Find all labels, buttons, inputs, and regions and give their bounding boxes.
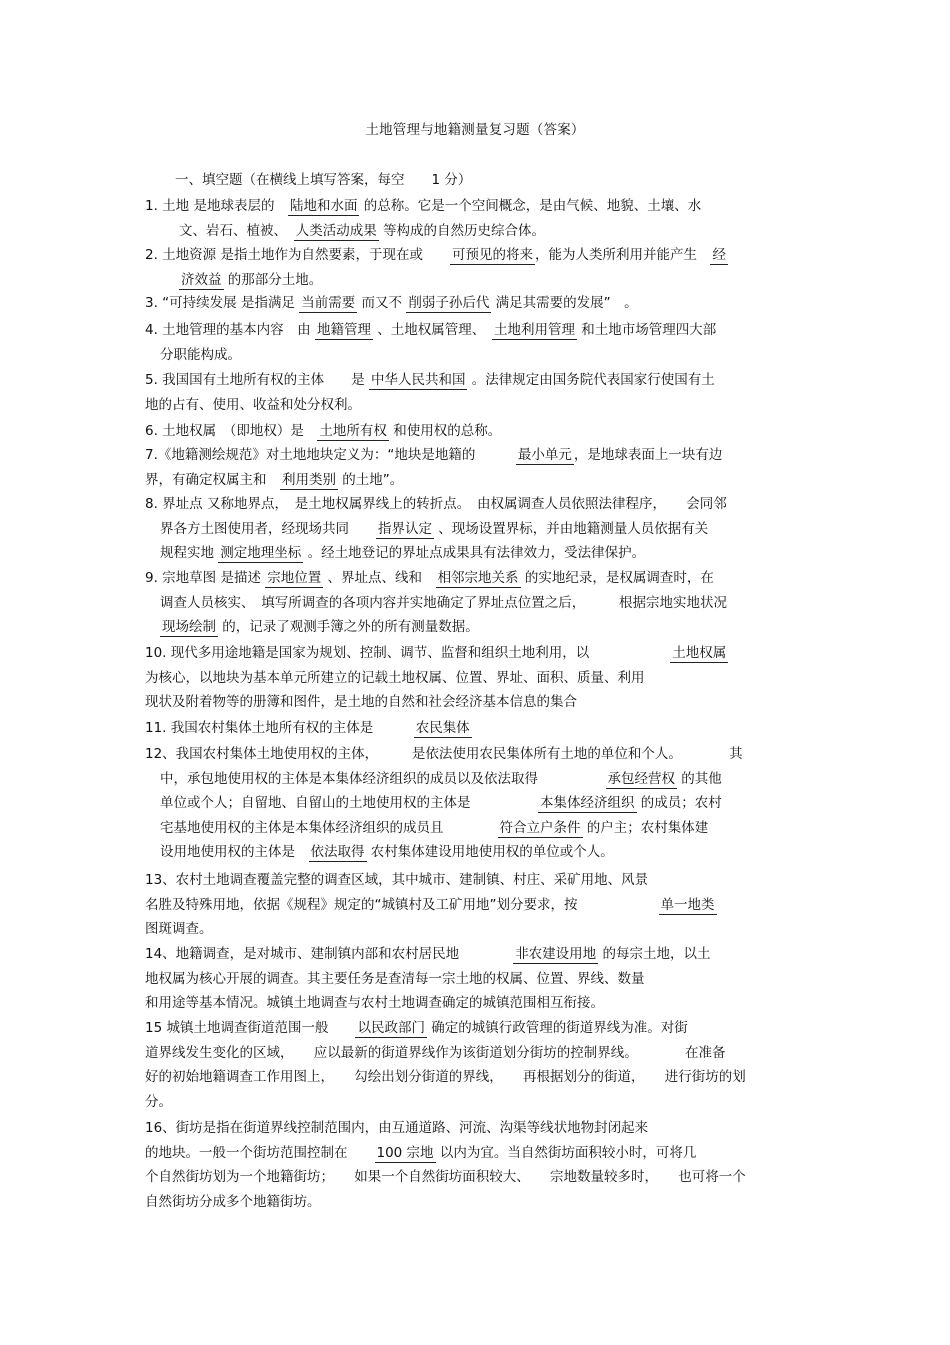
answer-blank: 人类活动成果 (295, 222, 377, 239)
question-line (145, 468, 810, 493)
question-text: 设用地使用权的主体是 (160, 844, 309, 861)
question-text: 的土地”。 (338, 471, 404, 488)
question-line (145, 666, 810, 691)
question-text: 的总称。它是一个空间概念，是由气候、地貌、土壤、水 (359, 198, 702, 214)
question-line (145, 1090, 810, 1115)
question-line (145, 566, 810, 591)
question-line (145, 791, 810, 816)
question-line (145, 194, 810, 219)
question-text: 4. 土地管理的基本内容 由 (145, 322, 315, 338)
question-text: 、界址点、线和 (323, 570, 436, 586)
answer-blank: 当前需要 (301, 295, 356, 311)
question-text: 宅基地使用权的主体是本集体经济组织的成员且 (160, 819, 498, 836)
answer-blank: 农民集体 (415, 720, 470, 736)
question-text: 分职能构成。 (160, 346, 241, 363)
question-text: 。法律规定由国务院代表国家行使国有土 (467, 372, 715, 388)
answer-blank: 济效益 (181, 271, 222, 288)
question-text: 满足其需要的发展” 。 (491, 295, 638, 311)
question-line (145, 1016, 810, 1041)
question-text: 现状及附着物等的册簿和图件，是土地的自然和社会经济基本信息的集合 (145, 694, 577, 711)
question-line (145, 716, 810, 741)
question-text: 2. 土地资源 是指土地作为自然要素，于现在或 (145, 247, 450, 263)
answer-blank: 土地利用管理 (494, 322, 576, 338)
question-line (145, 1116, 810, 1141)
answer-blank: 承包经营权 (607, 770, 675, 787)
question-item (145, 318, 810, 367)
question-text: 、现场设置界标，并由地籍测量人员依据有关 (434, 520, 709, 537)
question-text: 1. 土地 是地球表层的 (145, 198, 288, 214)
question-text: 16、街坊是指在街道界线控制范围内，由互通道路、河流、沟渠等线状地物封闭起来 (145, 1120, 649, 1136)
question-text: 界各方土图使用者，经现场共同 (160, 520, 376, 537)
question-line (145, 591, 810, 616)
answer-blank: 依法取得 (310, 844, 365, 861)
question-line (145, 1141, 810, 1166)
question-text: 自然街坊分成多个地籍街坊。 (145, 1193, 321, 1210)
question-text: ，能为人类所利用并能产生 (534, 247, 711, 263)
question-text: 的，记录了观测手簿之外的所有测量数据。 (218, 619, 479, 636)
question-text: 13、农村土地调查覆盖完整的调查区域，其中城市、建制镇、村庄、采矿用地、风景 (145, 872, 649, 888)
question-text: ，是地球表面上一块有边 (573, 447, 723, 463)
question-line (145, 991, 810, 1016)
question-line (145, 840, 810, 865)
question-item (145, 443, 810, 492)
question-text: 调查人员核实、 填写所调查的各项内容并实地确定了界址点位置之后， 根据宗地实地状况 (160, 594, 727, 611)
answer-blank: 宗地位置 (267, 570, 322, 586)
question-text: 好的初始地籍调查工作用图上， 勾绘出划分街道的界线， 再根据划分的街道， 进行街坊的划 (145, 1069, 746, 1086)
question-line (145, 1190, 810, 1215)
answer-blank: 指界认定 (378, 520, 432, 537)
question-item (145, 566, 810, 640)
question-line (145, 243, 810, 268)
question-line (145, 291, 810, 316)
question-line (145, 967, 810, 992)
answer-blank: 中华人民共和国 (370, 372, 466, 388)
question-line (145, 268, 810, 293)
question-item (145, 1116, 810, 1214)
answer-blank: 可预见的将来 (451, 247, 533, 263)
question-text: 而又不 (357, 295, 407, 311)
answer-blank: 地籍管理 (316, 322, 371, 338)
question-item (145, 243, 810, 292)
question-item (145, 868, 810, 942)
question-item (145, 1016, 810, 1114)
answer-blank: 现场绘制 (162, 619, 216, 636)
question-line (145, 742, 810, 767)
question-item (145, 942, 810, 1016)
answer-blank: 非农建设用地 (515, 946, 597, 962)
question-text: 的户主；农村集体建 (582, 819, 709, 836)
question-line (145, 893, 810, 918)
answer-blank: 以民政部门 (357, 1020, 425, 1036)
question-item (145, 641, 810, 715)
answer-blank: 符合立户条件 (499, 819, 581, 836)
question-text: 10. 现代多用途地籍是国家为规划、控制、调节、监督和组织土地利用，以 (145, 645, 671, 661)
question-text: 文、岩石、植被、 (179, 222, 294, 239)
question-line (145, 1165, 810, 1190)
question-text: 图斑调查。 (145, 921, 213, 938)
question-text: 地的占有、使用、收益和处分权利。 (145, 396, 361, 413)
answer-blank: 单一地类 (660, 896, 715, 913)
answer-blank: 最小单元 (517, 447, 572, 463)
question-text: 的其他 (677, 770, 722, 787)
answer-blank: 测定地理坐标 (220, 545, 302, 562)
answer-blank: 土地权属 (672, 645, 727, 661)
question-line (145, 816, 810, 841)
question-text: 和土地市场管理四大部 (577, 322, 717, 338)
question-line (145, 393, 810, 418)
question-line (145, 368, 810, 393)
answer-blank: 削弱子孙后代 (408, 295, 490, 311)
question-line (145, 443, 810, 468)
question-text: 7.《地籍测绘规范》对土地地块定义为：“地块是地籍的 (145, 447, 516, 463)
question-line (145, 767, 810, 792)
question-text: 分。 (145, 1093, 172, 1110)
question-line (145, 541, 810, 566)
question-line (145, 917, 810, 942)
question-text: 的实地纪录，是权属调查时，在 (520, 570, 714, 586)
question-text: 和用途等基本情况。城镇土地调查与农村土地调查确定的城镇范围相互衔接。 (145, 995, 604, 1012)
page-title: 土地管理与地籍测量复习题（答案） (365, 122, 585, 138)
question-text: 8. 界址点 又称地界点， 是土地权属界线上的转折点。 由权属调查人员依照法律程序， 会同邻 (145, 496, 727, 512)
question-text: 规程实地 (160, 545, 219, 562)
question-text: 6. 土地权属 （即地权）是 (145, 423, 318, 439)
answer-blank: 经 (712, 247, 726, 263)
answer-blank: 相邻宗地关系 (437, 570, 519, 586)
question-text: 农村集体建设用地使用权的单位或个人。 (366, 844, 614, 861)
question-text: 11. 我国农村集体土地所有权的主体是 (145, 720, 414, 736)
question-text: 的每宗土地，以土 (598, 946, 711, 962)
question-item (145, 716, 810, 741)
question-item (145, 742, 810, 865)
question-line (145, 690, 810, 715)
question-line (145, 318, 810, 343)
question-text: 等构成的自然历史综合体。 (378, 222, 546, 239)
question-text: 9. 宗地草图 是描述 (145, 570, 266, 586)
question-line (145, 219, 810, 244)
section-heading: 一、填空题（在横线上填写答案，每空 1 分） (175, 172, 472, 188)
question-text: 中，承包地使用权的主体是本集体经济组织的成员以及依法取得 (160, 770, 606, 787)
question-text: 道界线发生变化的区域， 应以最新的街道界线作为该街道划分街坊的控制界线。 在准备 (145, 1044, 726, 1061)
question-item (145, 194, 810, 243)
question-text: 15 城镇土地调查街道范围一般 (145, 1020, 356, 1036)
question-text: 地权属为核心开展的调查。其主要任务是查清每一宗土地的权属、位置、界线、数量 (145, 970, 645, 987)
question-line (145, 343, 810, 368)
question-text: 个自然街坊划为一个地籍街坊； 如果一个自然街坊面积较大、 宗地数量较多时， 也可将一个 (145, 1169, 746, 1186)
question-line (145, 1041, 810, 1066)
answer-blank: 土地所有权 (319, 423, 387, 439)
question-line (145, 492, 810, 517)
question-text: 名胜及特殊用地，依据《规程》规定的“城镇村及工矿用地”划分要求，按 (145, 896, 659, 913)
question-item (145, 368, 810, 417)
answer-blank: 利用类别 (282, 471, 336, 488)
question-line (145, 615, 810, 640)
question-text: 和使用权的总称。 (388, 423, 502, 439)
question-text: 12、我国农村集体土地使用权的主体， 是依法使用农民集体所有土地的单位和个人。 其 (145, 746, 743, 762)
answer-blank: 本集体经济组织 (540, 795, 635, 812)
question-text: 的地块。一般一个街坊范围控制在 (145, 1144, 375, 1161)
question-line (145, 641, 810, 666)
question-text: 、土地权属管理、 (372, 322, 493, 338)
question-text: 5. 我国国有土地所有权的主体 是 (145, 372, 369, 388)
question-text: 的那部分土地。 (223, 271, 323, 288)
question-line (145, 1065, 810, 1090)
question-item (145, 492, 810, 566)
answer-blank: 陆地和水面 (289, 198, 358, 214)
answer-blank: 100 宗地 (376, 1144, 434, 1161)
question-text: 的成员；农村 (636, 795, 722, 812)
question-item (145, 291, 810, 316)
question-text: 单位或个人；自留地、自留山的土地使用权的主体是 (160, 795, 538, 812)
question-text: 界，有确定权属主和 (145, 471, 280, 488)
question-text: 。经土地登记的界址点成果具有法律效力，受法律保护。 (303, 545, 646, 562)
question-line (145, 419, 810, 444)
question-text: 以内为宜。当自然街坊面积较小时，可将几 (435, 1144, 697, 1161)
question-text: 3. “可持续发展 是指满足 (145, 295, 300, 311)
question-text: 为核心，以地块为基本单元所建立的记载土地权属、位置、界址、面积、质量、利用 (145, 669, 645, 686)
question-item (145, 419, 810, 444)
question-line (145, 942, 810, 967)
question-text: 14、地籍调查，是对城市、建制镇内部和农村居民地 (145, 946, 514, 962)
question-line (145, 868, 810, 893)
question-line (145, 517, 810, 542)
question-text: 确定的城镇行政管理的街道界线为准。对街 (426, 1020, 688, 1036)
